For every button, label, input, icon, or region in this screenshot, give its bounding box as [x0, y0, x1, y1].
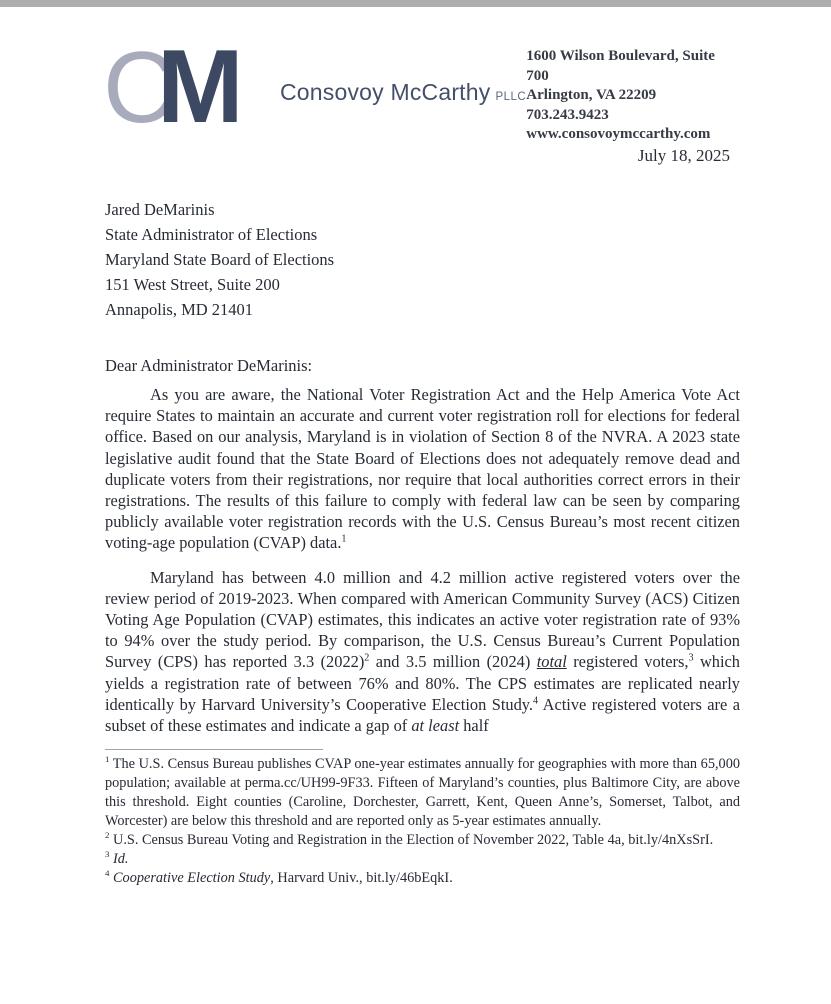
footnotes-section — [105, 755, 740, 888]
firm-logo-monogram-icon — [105, 45, 270, 125]
footnote-marker: 4 — [105, 868, 110, 879]
letter-date: July 18, 2025 — [637, 146, 730, 165]
text-segment: Maryland has between 4.0 million and 4.2 million active registered voters over the review period of 2019-2023. When compared with American Community Survey (ACS) Citizen Voting Age Population (CVAP) estimates, this indicates an active voter registration rate of 93% to 94% over the study period. By comparison, the U.S. Census Bureau’s Current Population Survey (CPS) has reported 3.3 (2022) — [105, 567, 740, 672]
footnote-marker: 3 — [105, 849, 110, 860]
logo-svg — [105, 45, 270, 125]
text-segment: Cooperative Election Study — [113, 870, 271, 887]
firm-address-block — [526, 45, 740, 145]
footnote-separator — [105, 749, 323, 750]
firm-address-line: www.consovoymccarthy.com — [526, 126, 711, 142]
footnote — [105, 850, 740, 869]
text-segment: and 3.5 million (2024) — [369, 652, 537, 672]
firm-address-line: Arlington, VA 22209 — [526, 87, 657, 103]
footnote-ref: 2 — [364, 652, 370, 664]
text-segment: total — [536, 652, 567, 672]
footnote-ref: 3 — [688, 652, 694, 664]
logo-letter-c: C — [105, 45, 176, 125]
recipient-line: Maryland State Board of Elections — [105, 250, 335, 269]
letter-body — [105, 384, 740, 736]
firm-address-line: 703.243.9423 — [526, 106, 609, 123]
footnote — [105, 755, 740, 831]
footnote-ref: 1 — [341, 533, 347, 545]
text-segment: U.S. Census Bureau Voting and Registration in the Election of November 2022, Table 4a, bit.ly/4nXsSrI. — [113, 832, 714, 849]
firm-name-block — [280, 45, 526, 106]
footnote — [105, 869, 740, 888]
text-segment: , Harvard Univ., bit.ly/46bEqkI. — [270, 870, 453, 887]
footnote — [105, 831, 740, 850]
salutation: Dear Administrator DeMarinis: — [105, 356, 313, 375]
text-segment: Id. — [113, 851, 129, 868]
text-segment: registered voters, — [566, 652, 689, 672]
footnote-marker: 1 — [105, 754, 110, 765]
recipient-line: 151 West Street, Suite 200 — [105, 275, 280, 294]
footnote-marker: 2 — [105, 830, 110, 841]
footnote-ref: 4 — [533, 695, 539, 707]
firm-suffix: PLLC — [495, 91, 527, 103]
letter-content — [0, 7, 831, 888]
firm-name: Consovoy McCarthy — [280, 79, 491, 105]
body-paragraph — [105, 384, 740, 554]
text-segment: Active registered voters are a subset of these estimates and indicate a gap of — [105, 694, 740, 736]
body-paragraph — [105, 567, 740, 737]
text-segment: at least — [411, 716, 460, 736]
firm-address-line: 1600 Wilson Boulevard, Suite 700 — [526, 48, 715, 84]
text-segment: half — [459, 716, 489, 736]
recipient-line: Jared DeMarinis — [105, 200, 215, 219]
recipient-line: Annapolis, MD 21401 — [105, 300, 254, 319]
recipient-address-block — [105, 197, 740, 322]
letterhead — [105, 45, 740, 142]
recipient-line: State Administrator of Elections — [105, 225, 318, 244]
logo-letter-m: M — [157, 45, 244, 125]
text-segment: which yields a registration rate of between 76% and 80%. The CPS estimates are replicated nearly identically by Harvard University’s Cooperative Election Study. — [105, 652, 741, 714]
text-segment: As you are aware, the National Voter Registration Act and the Help America Vote Act require States to maintain an accurate and current voter registration roll for elections for federal office. Based on our analysis, Maryland is in violation of Section 8 of the NVRA. A 2023 state legislative audit found that the State Board of Elections does not adequately remove dead and duplicate voters from their registrations, nor require that local authorities correct errors in their registrations. The results of this failure to comply with federal law can be seen by comparing publicly available voter registration records with the U.S. Census Bureau’s most recent citizen voting-age population (CVAP) data. — [105, 385, 740, 553]
firm-brand — [105, 45, 526, 125]
text-segment: The U.S. Census Bureau publishes CVAP one-year estimates annually for geographies with more than 65,000 population; available at perma.cc/UH99-9F33. Fifteen of Maryland’s counties, plus Baltimore City, are above this threshold. Eight counties (Caroline, Dorchester, Garrett, Kent, Queen Anne’s, Somerset, Talbot, and Worcester) are below this threshold and are reported only as 5-year estimates annually. — [105, 756, 740, 830]
window-top-bar — [0, 0, 831, 7]
